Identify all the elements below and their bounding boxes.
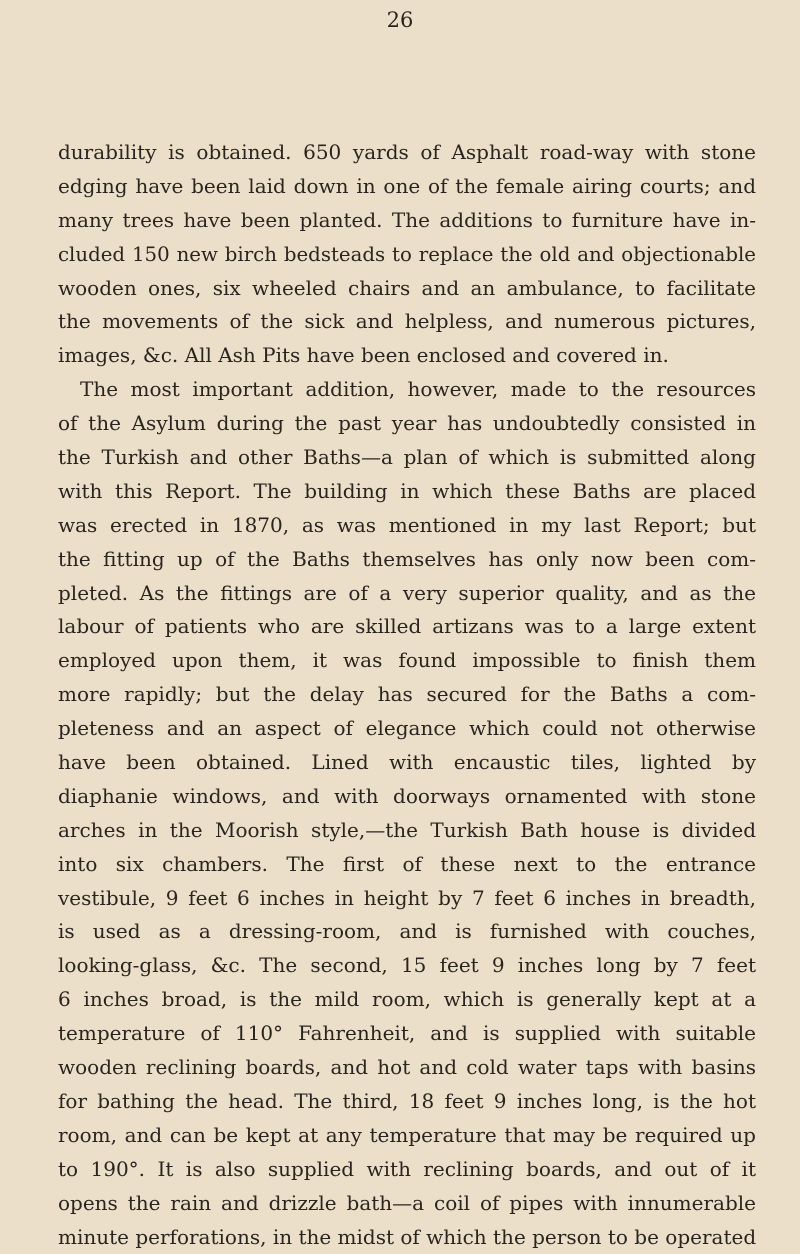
text-line: arches in the Moorish style,—the Turkish Bath house is divided xyxy=(58,814,756,848)
page-number: 26 xyxy=(0,8,800,32)
text-line: the fitting up of the Baths themselves has only now been com- xyxy=(58,543,756,577)
text-line: cluded 150 new birch bedsteads to replace the old and objectionable xyxy=(58,238,756,272)
text-line: The most important addition, however, made to the resources xyxy=(58,373,756,407)
text-line: temperature of 110° Fahrenheit, and is supplied with suitable xyxy=(58,1017,756,1051)
text-line: have been obtained. Lined with encaustic tiles, lighted by xyxy=(58,746,756,780)
text-line: images, &c. All Ash Pits have been enclosed and covered in. xyxy=(58,339,756,373)
text-line: opens the rain and drizzle bath—a coil of pipes with innumerable xyxy=(58,1187,756,1221)
text-line: vestibule, 9 feet 6 inches in height by 7 feet 6 inches in breadth, xyxy=(58,882,756,916)
text-line: looking-glass, &c. The second, 15 feet 9 inches long by 7 feet xyxy=(58,949,756,983)
text-line: diaphanie windows, and with doorways ornamented with stone xyxy=(58,780,756,814)
text-line: the Turkish and other Baths—a plan of which is submitted along xyxy=(58,441,756,475)
text-line: employed upon them, it was found impossible to finish them xyxy=(58,644,756,678)
text-line: with this Report. The building in which these Baths are placed xyxy=(58,475,756,509)
text-line: durability is obtained. 650 yards of Asphalt road-way with stone xyxy=(58,136,756,170)
text-line: edging have been laid down in one of the female airing courts; and xyxy=(58,170,756,204)
text-line: of the Asylum during the past year has undoubtedly consisted in xyxy=(58,407,756,441)
text-line: the movements of the sick and helpless, and numerous pictures, xyxy=(58,305,756,339)
text-line: 6 inches broad, is the mild room, which is generally kept at a xyxy=(58,983,756,1017)
text-line: room, and can be kept at any temperature that may be required up xyxy=(58,1119,756,1153)
text-line: to 190°. It is also supplied with reclining boards, and out of it xyxy=(58,1153,756,1187)
text-line: was erected in 1870, as was mentioned in my last Report; but xyxy=(58,509,756,543)
text-line: minute perforations, in the midst of which the person to be operated xyxy=(58,1221,756,1254)
text-line: labour of patients who are skilled artizans was to a large extent xyxy=(58,610,756,644)
text-line: pleteness and an aspect of elegance which could not otherwise xyxy=(58,712,756,746)
text-line: more rapidly; but the delay has secured for the Baths a com- xyxy=(58,678,756,712)
text-line: for bathing the head. The third, 18 feet 9 inches long, is the hot xyxy=(58,1085,756,1119)
text-line: pleted. As the fittings are of a very superior quality, and as the xyxy=(58,577,756,611)
text-line: is used as a dressing-room, and is furnished with couches, xyxy=(58,915,756,949)
text-line: into six chambers. The first of these next to the entrance xyxy=(58,848,756,882)
text-line: wooden ones, six wheeled chairs and an ambulance, to facilitate xyxy=(58,272,756,306)
text-line: many trees have been planted. The additions to furniture have in- xyxy=(58,204,756,238)
body-text xyxy=(58,136,756,1254)
text-line: wooden reclining boards, and hot and cold water taps with basins xyxy=(58,1051,756,1085)
